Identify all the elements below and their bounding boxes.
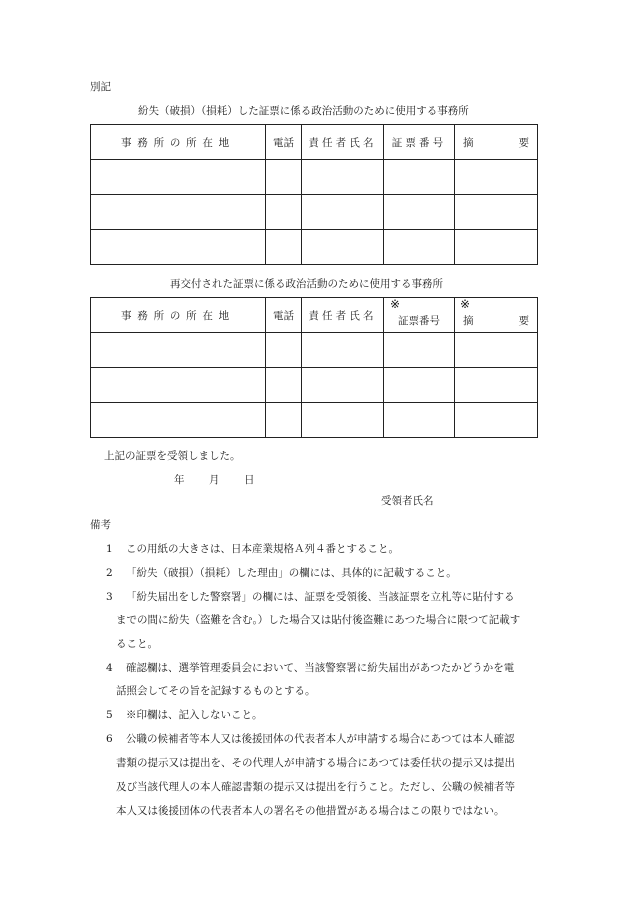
address-cell[interactable] bbox=[91, 160, 266, 195]
remarks-cell[interactable] bbox=[455, 333, 538, 368]
header-label: 別記 bbox=[90, 81, 111, 93]
person-cell[interactable] bbox=[302, 195, 384, 230]
receiver-name-label: 受領者氏名 bbox=[381, 495, 434, 507]
col-person-header: 責任者氏名 bbox=[302, 125, 384, 160]
table2-header-row bbox=[91, 298, 538, 333]
note-3-line-3: ること。 bbox=[116, 638, 158, 650]
note-3: 3 「紛失届出をした警察署」の欄には、証票を受領後、当該証票を立札等に貼付する bbox=[106, 591, 515, 603]
note-3-line-2: までの間に紛失（盗難を含む。）した場合又は貼付後盗難にあつた場合に限つて記載す bbox=[116, 614, 521, 626]
note-4-line-2: 話照会してその旨を記録するものとする。 bbox=[116, 685, 316, 697]
office-use-mark: ※ bbox=[460, 297, 471, 311]
note-6-line-3: 及び当該代理人の本人確認書類の提示又は提出を行うこと。ただし、公職の候補者等 bbox=[116, 781, 515, 793]
person-cell[interactable] bbox=[302, 333, 384, 368]
remarks-cell[interactable] bbox=[455, 195, 538, 230]
notes-heading: 備考 bbox=[90, 519, 111, 531]
col-phone-header: 電話 bbox=[266, 298, 302, 333]
remarks-cell[interactable] bbox=[455, 230, 538, 265]
table-row bbox=[91, 403, 538, 438]
number-cell[interactable] bbox=[384, 230, 455, 265]
table-row bbox=[91, 333, 538, 368]
col-number-header: 証票番号 bbox=[384, 125, 455, 160]
phone-cell[interactable] bbox=[266, 160, 302, 195]
remarks-cell[interactable] bbox=[455, 160, 538, 195]
phone-cell[interactable] bbox=[266, 230, 302, 265]
number-cell[interactable] bbox=[384, 368, 455, 403]
table1-title: 紛失（破損）（損耗）した証票に係る政治活動のために使用する事務所 bbox=[138, 105, 469, 117]
person-cell[interactable] bbox=[302, 368, 384, 403]
table-row bbox=[91, 230, 538, 265]
col-remarks-header: 摘 要 bbox=[455, 125, 538, 160]
phone-cell[interactable] bbox=[266, 333, 302, 368]
col-address-header: 事務所の所在地 bbox=[91, 298, 266, 333]
address-cell[interactable] bbox=[91, 230, 266, 265]
address-cell[interactable] bbox=[91, 195, 266, 230]
receipt-year-label: 年 bbox=[174, 474, 185, 486]
remarks-cell[interactable] bbox=[455, 403, 538, 438]
note-6-line-4: 本人又は後援団体の代表者本人の署名その他措置がある場合はこの限りではない。 bbox=[116, 805, 505, 817]
receipt-month-label: 月 bbox=[209, 474, 220, 486]
number-cell[interactable] bbox=[384, 333, 455, 368]
table2 bbox=[90, 297, 538, 438]
note-1: 1 この用紙の大きさは、日本産業規格Ａ列４番とすること。 bbox=[106, 543, 399, 555]
table1 bbox=[90, 124, 538, 265]
table-row bbox=[91, 160, 538, 195]
note-5: 5 ※印欄は、記入しないこと。 bbox=[106, 709, 263, 721]
col-number-header: ※ 証票番号 bbox=[384, 298, 455, 333]
address-cell[interactable] bbox=[91, 403, 266, 438]
note-6: 6 公職の候補者等本人又は後援団体の代表者本人が申請する場合にあつては本人確認 bbox=[106, 733, 515, 745]
remarks-cell[interactable] bbox=[455, 368, 538, 403]
phone-cell[interactable] bbox=[266, 403, 302, 438]
table2-title: 再交付された証票に係る政治活動のために使用する事務所 bbox=[170, 278, 443, 290]
number-cell[interactable] bbox=[384, 160, 455, 195]
person-cell[interactable] bbox=[302, 160, 384, 195]
phone-cell[interactable] bbox=[266, 195, 302, 230]
note-6-line-2: 書類の提示又は提出を、その代理人が申請する場合にあつては委任状の提示又は提出 bbox=[116, 757, 515, 769]
person-cell[interactable] bbox=[302, 403, 384, 438]
note-2: 2 「紛失（破損）（損耗）した理由」の欄には、具体的に記載すること。 bbox=[106, 567, 457, 579]
col-remarks-header: ※ 摘 要 bbox=[455, 298, 538, 333]
col-phone-header: 電話 bbox=[266, 125, 302, 160]
table-row bbox=[91, 368, 538, 403]
number-cell[interactable] bbox=[384, 195, 455, 230]
phone-cell[interactable] bbox=[266, 368, 302, 403]
address-cell[interactable] bbox=[91, 333, 266, 368]
col-address-header: 事務所の所在地 bbox=[91, 125, 266, 160]
receipt-day-label: 日 bbox=[244, 474, 255, 486]
table-row bbox=[91, 195, 538, 230]
receipt-statement: 上記の証票を受領しました。 bbox=[104, 450, 241, 462]
office-use-mark: ※ bbox=[390, 297, 401, 311]
number-cell[interactable] bbox=[384, 403, 455, 438]
person-cell[interactable] bbox=[302, 230, 384, 265]
address-cell[interactable] bbox=[91, 368, 266, 403]
col-person-header: 責任者氏名 bbox=[302, 298, 384, 333]
table1-header-row bbox=[91, 125, 538, 160]
note-4: 4 確認欄は、選挙管理委員会において、当該警察署に紛失届出があつたかどうかを電 bbox=[106, 662, 515, 674]
